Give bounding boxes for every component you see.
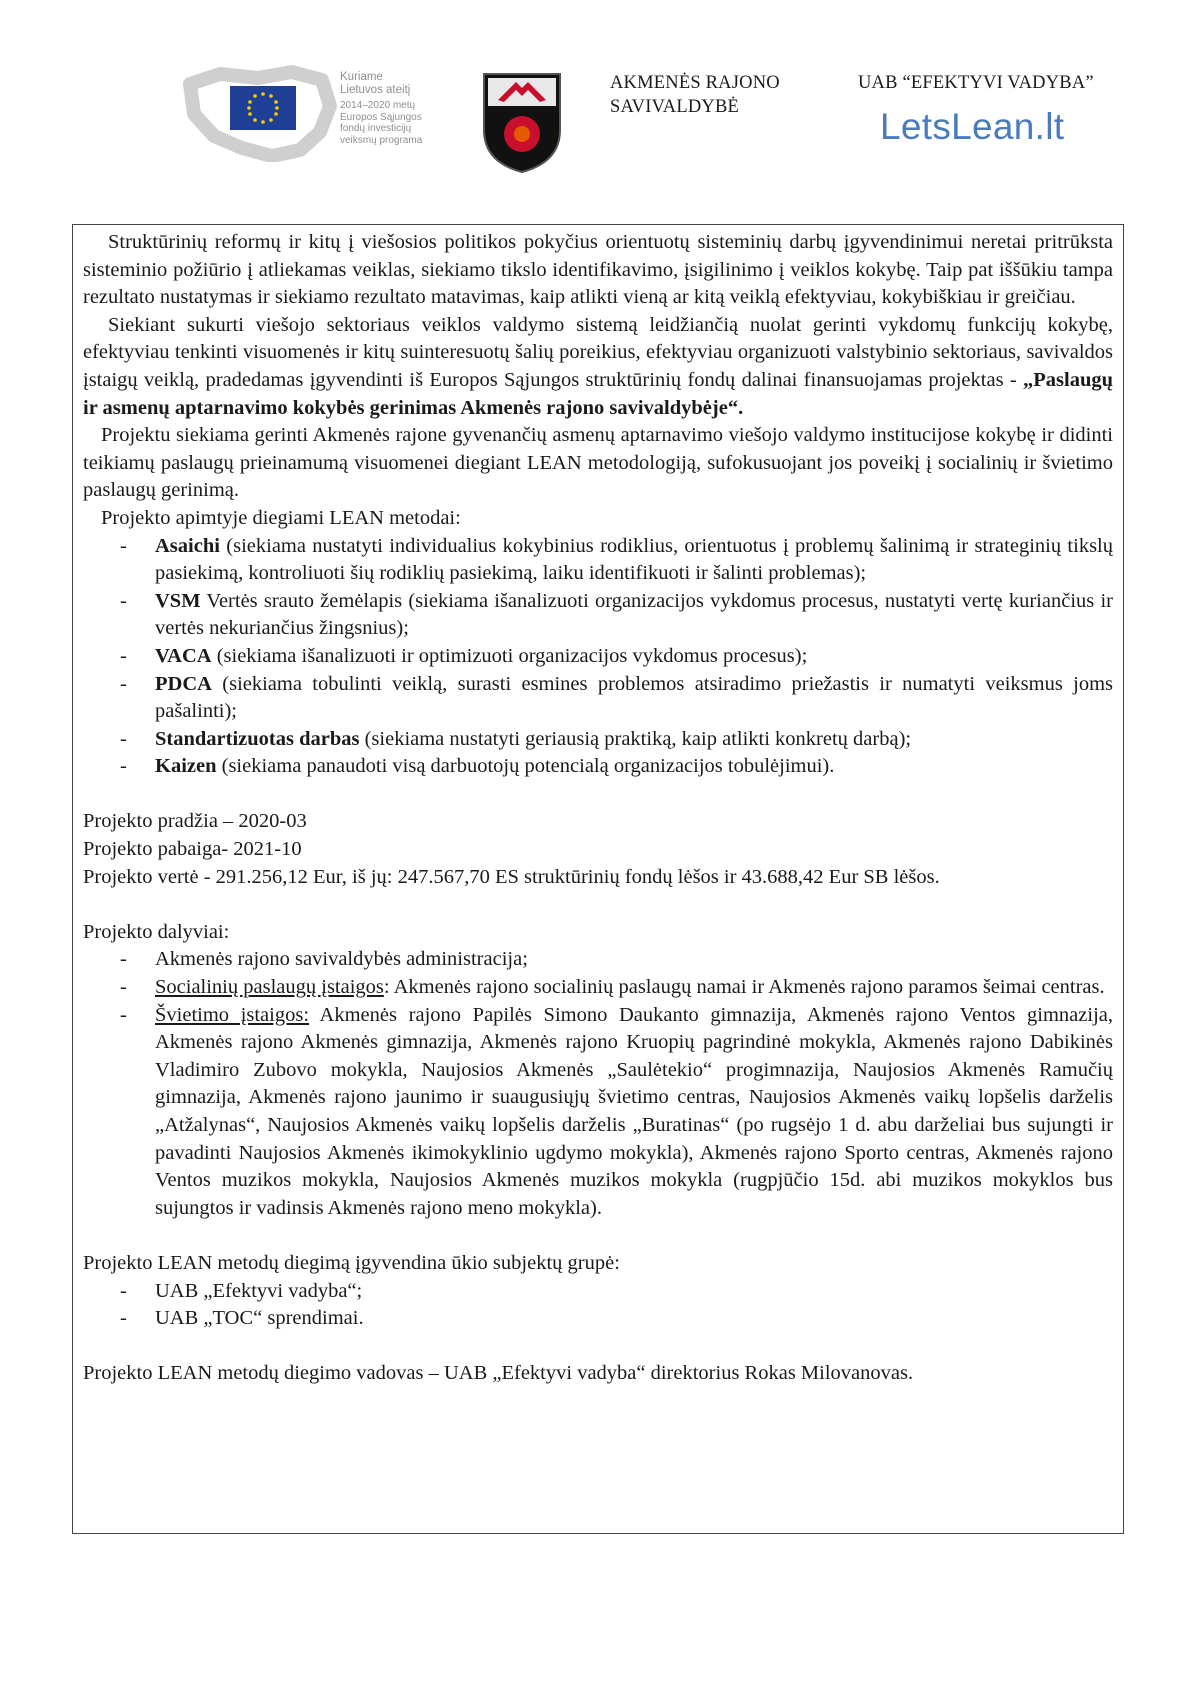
spacer (83, 1222, 1113, 1250)
eu-funds-logo (180, 62, 450, 162)
spacer (83, 891, 1113, 919)
project-leader: Projekto LEAN metodų diegimo vadovas – UAB „Efektyvi vadyba“ direktorius Rokas Milovanovas. (83, 1362, 914, 1385)
goal-paragraph: Projektu siekiama gerinti Akmenės rajone gyvenančių asmenų aptarnavimo viešojo valdymo institucijose kokybę ir didinti teikiamų paslaugų prieinamumą visuomenei diegiant LEAN metodologiją, sufokusuojant jos poveikį į socialinių ir švietimo paslaugų gerinimą. (83, 424, 1113, 502)
eu-text-line: 2014–2020 metų (340, 100, 416, 111)
eu-text-line: Lietuvos ateitį (340, 84, 411, 96)
method-name: Standartizuotas darbas (155, 727, 360, 750)
page-header (0, 0, 1200, 200)
list-dash: - (120, 976, 127, 999)
list-dash: - (120, 1003, 127, 1026)
list-item (83, 946, 1113, 974)
municipality-line: AKMENĖS RAJONO (610, 73, 780, 93)
list-item (83, 726, 1113, 754)
list-item (83, 974, 1113, 1002)
spacer (83, 781, 1113, 809)
eu-text-line: fondų investicijų (340, 123, 412, 134)
participant-text: : Akmenės rajono socialinių paslaugų namai ir Akmenės rajono paramos šeimai centras. (383, 976, 1105, 999)
eu-text-line: veiksmų programa (340, 134, 423, 146)
method-name: Kaizen (155, 755, 217, 778)
method-desc: (siekiama tobulinti veiklą, surasti esmines problemos atsiradimo priežastis ir numatyti veiksmus joms pašalinti); (155, 672, 1113, 723)
participant-text: Akmenės rajono Papilės Simono Daukanto gimnazija, Akmenės rajono Ventos gimnazija, Akmenės rajono Akmenės gimnazija, Akmenės rajono Kruopių pagrindinė mokykla, Akmenės rajono Dabikinės Vladimiro Zubovo mokykla, Naujosios Akmenės „Saulėtekio“ progimnazija, Naujosios Akmenės Ramučių gimnazija, Akmenės rajono jaunimo ir suaugusiųjų švietimo centras, Naujosios Akmenės vaikų lopšelis darželis „Atžalynas“, Naujosios Akmenės vaikų lopšelis darželis „Buratinas“ (po rugsėjo 1 d. abu darželiai bus sujungti ir pavadinti Naujosios Akmenės ikimokyklinio ugdymo mokykla), Akmenės rajono Sporto centras, Akmenės rajono Ventos muzikos mokykla, Naujosios Akmenės muzikos mokykla (rugpjūčio 15d. abi muzikos mokyklos bus sujungtos ir vadinsis Akmenės rajono meno mokykla). (155, 1003, 1113, 1219)
project-start: Projekto pradžia – 2020-03 (83, 810, 307, 833)
list-dash: - (120, 727, 127, 750)
project-end: Projekto pabaiga- 2021-10 (83, 838, 302, 861)
implementers-intro: Projekto LEAN metodų diegimą įgyvendina ūkio subjektų grupė: (83, 1251, 620, 1274)
eu-text-line: Europos Sąjungos (340, 111, 422, 123)
methods-intro: Projekto apimtyje diegiami LEAN metodai: (101, 506, 461, 529)
list-dash: - (120, 644, 127, 667)
lithuania-map-icon (180, 62, 340, 162)
list-dash: - (120, 755, 127, 778)
list-item (83, 1278, 1113, 1306)
project-info-box (72, 224, 1124, 1534)
method-desc: (siekiama išanalizuoti ir optimizuoti organizacijos vykdomus procesus); (211, 644, 808, 667)
methods-list (83, 533, 1113, 781)
project-title: „Paslaugų ir asmenų aptarnavimo kokybės gerinimas Akmenės rajono savivaldybėje“. (83, 368, 1113, 419)
participant-label: Socialinių paslaugų įstaigos (155, 976, 384, 999)
list-item (83, 1305, 1113, 1333)
letslean-logo: LetsLean.lt (880, 106, 1065, 147)
participants-intro: Projekto dalyviai: (83, 920, 230, 943)
company-name: UAB “EFEKTYVI VADYBA” (858, 73, 1094, 93)
eu-text-line: Kuriame (340, 71, 383, 83)
list-dash: - (120, 534, 127, 557)
list-dash: - (120, 1279, 127, 1302)
coat-of-arms-icon (480, 70, 564, 174)
method-desc: Vertės srauto žemėlapis (siekiama išanalizuoti organizacijos vykdomus procesus, nustatyti vertę kuriančius ir vertės nekuriančius žingsnius); (155, 589, 1113, 640)
eu-logo-text (340, 71, 422, 146)
method-desc: (siekiama nustatyti individualius kokybinius rodiklius, orientuotus į problemų šalinimą ir strateginių tikslų pasiekimą, kontroliuoti šių rodiklių pasiekimą, laiku identifikuoti ir šalinti problemas); (155, 534, 1113, 585)
method-desc: (siekiama nustatyti geriausią praktiką, kaip atlikti konkretų darbą); (359, 727, 912, 750)
list-dash: - (120, 672, 127, 695)
list-item (83, 671, 1113, 726)
participant-text: Akmenės rajono savivaldybės administracija; (155, 948, 528, 971)
implementer-text: UAB „Efektyvi vadyba“; (155, 1279, 363, 1302)
intro-paragraph: Struktūrinių reformų ir kitų į viešosios politikos pokyčius orientuotų sisteminių darbų įgyvendinimui neretai pritrūksta sisteminio požiūrio į atliekamas veiklas, siekiamo tikslo identifikavimo, įsigilinimo į veiklos kokybę. Taip pat iššūkiu tampa rezultato nustatymas ir siekiamo rezultato matavimas, kaip atlikti vieną ar kitą veiklą efektyviau, kokybiškiau ir greičiau. (83, 231, 1113, 309)
list-item (83, 643, 1113, 671)
method-name: VACA (155, 644, 212, 667)
participants-list (83, 946, 1113, 1222)
implementer-text: UAB „TOC“ sprendimai. (155, 1307, 364, 1330)
method-name: VSM (155, 589, 201, 612)
municipality-line: SAVIVALDYBĖ (610, 97, 739, 117)
method-name: Asaichi (155, 534, 220, 557)
project-value: Projekto vertė - 291.256,12 Eur, iš jų: 247.567,70 ES struktūrinių fondų lėšos ir 43.688,42 Eur SB lėšos. (83, 865, 940, 888)
implementers-list (83, 1278, 1113, 1333)
project-text: Siekiant sukurti viešojo sektoriaus veiklos valdymo sistemą leidžiančią nuolat gerinti vykdomų funkcijų kokybę, efektyviau tenkinti visuomenės ir kitų suinteresuotų šalių poreikius, efektyviau organizuoti valstybinio sektoriaus, savivaldos įstaigų veiklą, pradedamas įgyvendinti iš Europos Sąjungos struktūrinių fondų dalinai finansuojamas projektas - (83, 313, 1113, 391)
list-item (83, 753, 1113, 781)
spacer (83, 1333, 1113, 1361)
list-dash: - (120, 1307, 127, 1330)
list-item (83, 1002, 1113, 1223)
list-dash: - (120, 948, 127, 971)
method-name: PDCA (155, 672, 212, 695)
participant-label: Švietimo įstaigos: (155, 1003, 310, 1026)
method-desc: (siekiama panaudoti visą darbuotojų potencialą organizacijos tobulėjimui). (216, 755, 835, 778)
project-paragraph (83, 312, 1113, 422)
list-item (83, 533, 1113, 588)
list-item (83, 588, 1113, 643)
list-dash: - (120, 589, 127, 612)
municipality-name (610, 71, 780, 119)
